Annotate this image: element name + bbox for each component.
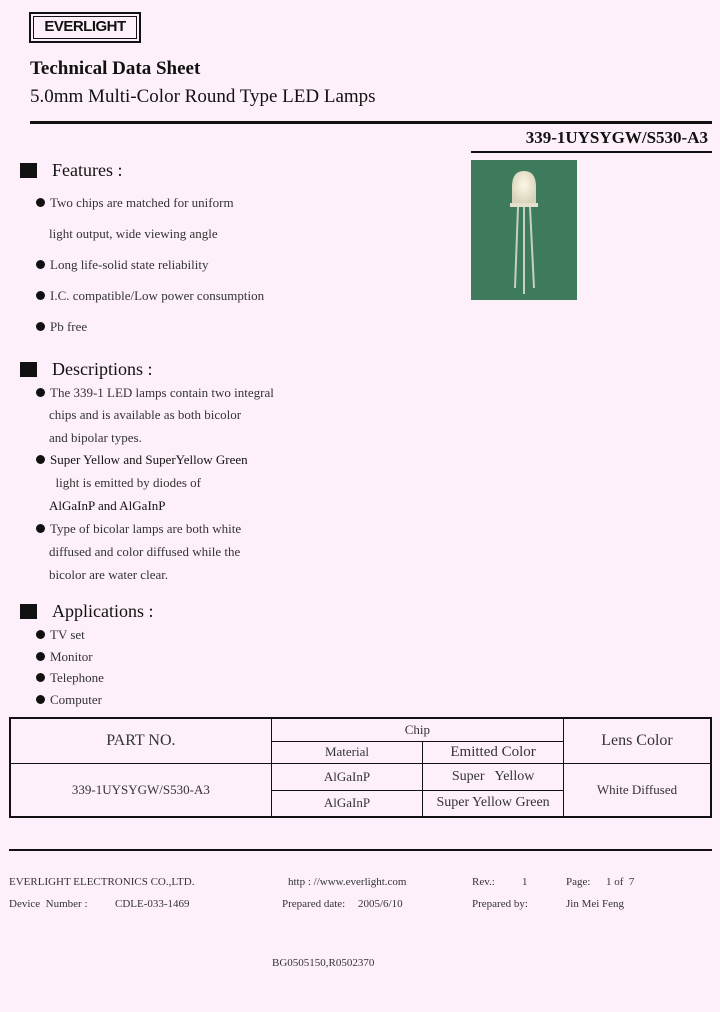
header-emitted-color: Emitted Color: [423, 741, 564, 763]
website-link[interactable]: http : //www.everlight.com: [288, 876, 407, 888]
application-item: Telephone: [36, 670, 104, 686]
feature-item: Two chips are matched for uniform: [36, 195, 234, 211]
led-product-photo: [471, 160, 577, 300]
application-item: Computer: [36, 692, 102, 708]
doc-subtitle: 5.0mm Multi-Color Round Type LED Lamps: [30, 86, 376, 107]
prepared-date-value: 2005/6/10: [358, 898, 403, 910]
descriptions-heading-text: Descriptions :: [52, 359, 153, 379]
description-cont: chips and is available as both bicolor: [49, 407, 242, 422]
prepared-by-value: Jin Mei Feng: [566, 898, 625, 910]
part-number: 339-1UYSYGW/S530-A3: [525, 128, 708, 147]
header-rule: [30, 121, 712, 124]
applications-heading-text: Applications :: [52, 601, 154, 621]
section-square-icon: [20, 604, 37, 619]
everlight-logo: [29, 12, 141, 43]
description-cont: and bipolar types.: [49, 430, 142, 445]
application-item: TV set: [36, 627, 85, 643]
footer-rule: [9, 849, 712, 851]
description-cont: AlGaInP and AlGaInP: [49, 498, 166, 513]
cell-lens-value: White Diffused: [563, 763, 711, 817]
bullet-icon: [36, 260, 45, 269]
page-value: 1 of 7: [606, 876, 635, 888]
header-lens-color: Lens Color: [563, 718, 711, 763]
section-square-icon: [20, 163, 37, 178]
cell-material: AlGaInP: [271, 763, 423, 790]
header-part-no: PART NO.: [10, 718, 271, 763]
cell-emitted: Super Yellow: [423, 763, 564, 790]
device-number-label: Device Number :: [9, 898, 88, 910]
cell-emitted: Super Yellow Green: [423, 790, 564, 817]
bullet-icon: [36, 630, 45, 639]
header-chip: Chip: [271, 718, 563, 741]
prepared-by-label: Prepared by:: [472, 898, 528, 910]
bullet-icon: [36, 388, 45, 397]
part-number-rule: [471, 151, 712, 153]
doc-title: Technical Data Sheet: [30, 58, 201, 79]
bullet-icon: [36, 322, 45, 331]
description-cont: diffused and color diffused while the: [49, 544, 241, 559]
bullet-icon: [36, 198, 45, 207]
features-heading-text: Features :: [52, 160, 123, 180]
device-number-value: CDLE-033-1469: [115, 898, 190, 910]
features-heading: [20, 160, 122, 181]
feature-item-cont: light output, wide viewing angle: [49, 226, 218, 241]
page-label: Page:: [566, 876, 591, 888]
feature-item: Long life-solid state reliability: [36, 257, 209, 273]
description-item: Super Yellow and SuperYellow Green: [36, 452, 248, 468]
bullet-icon: [36, 695, 45, 704]
spec-table: [9, 717, 712, 818]
led-lamp-icon: [471, 160, 577, 300]
description-item: Type of bicolar lamps are both white: [36, 521, 241, 537]
header-material: Material: [271, 741, 423, 763]
bullet-icon: [36, 524, 45, 533]
feature-item: Pb free: [36, 319, 87, 335]
cell-part-value: 339-1UYSYGW/S530-A3: [10, 763, 271, 817]
prepared-date-label: Prepared date:: [282, 898, 346, 910]
document-code: BG0505150,R0502370: [272, 957, 375, 969]
bullet-icon: [36, 455, 45, 464]
applications-heading: [20, 601, 154, 622]
bullet-icon: [36, 673, 45, 682]
logo-text: EVERLIGHT: [33, 16, 137, 39]
descriptions-heading: [20, 359, 153, 380]
description-cont: bicolor are water clear.: [49, 567, 169, 582]
section-square-icon: [20, 362, 37, 377]
feature-item: I.C. compatible/Low power consumption: [36, 288, 264, 304]
rev-label: Rev.:: [472, 876, 495, 888]
cell-material: AlGaInP: [271, 790, 423, 817]
application-item: Monitor: [36, 649, 93, 665]
bullet-icon: [36, 652, 45, 661]
rev-value: 1: [522, 876, 528, 888]
description-item: The 339-1 LED lamps contain two integral: [36, 385, 274, 401]
company-name: EVERLIGHT ELECTRONICS CO.,LTD.: [9, 876, 195, 888]
bullet-icon: [36, 291, 45, 300]
description-cont: light is emitted by diodes of: [49, 475, 202, 490]
